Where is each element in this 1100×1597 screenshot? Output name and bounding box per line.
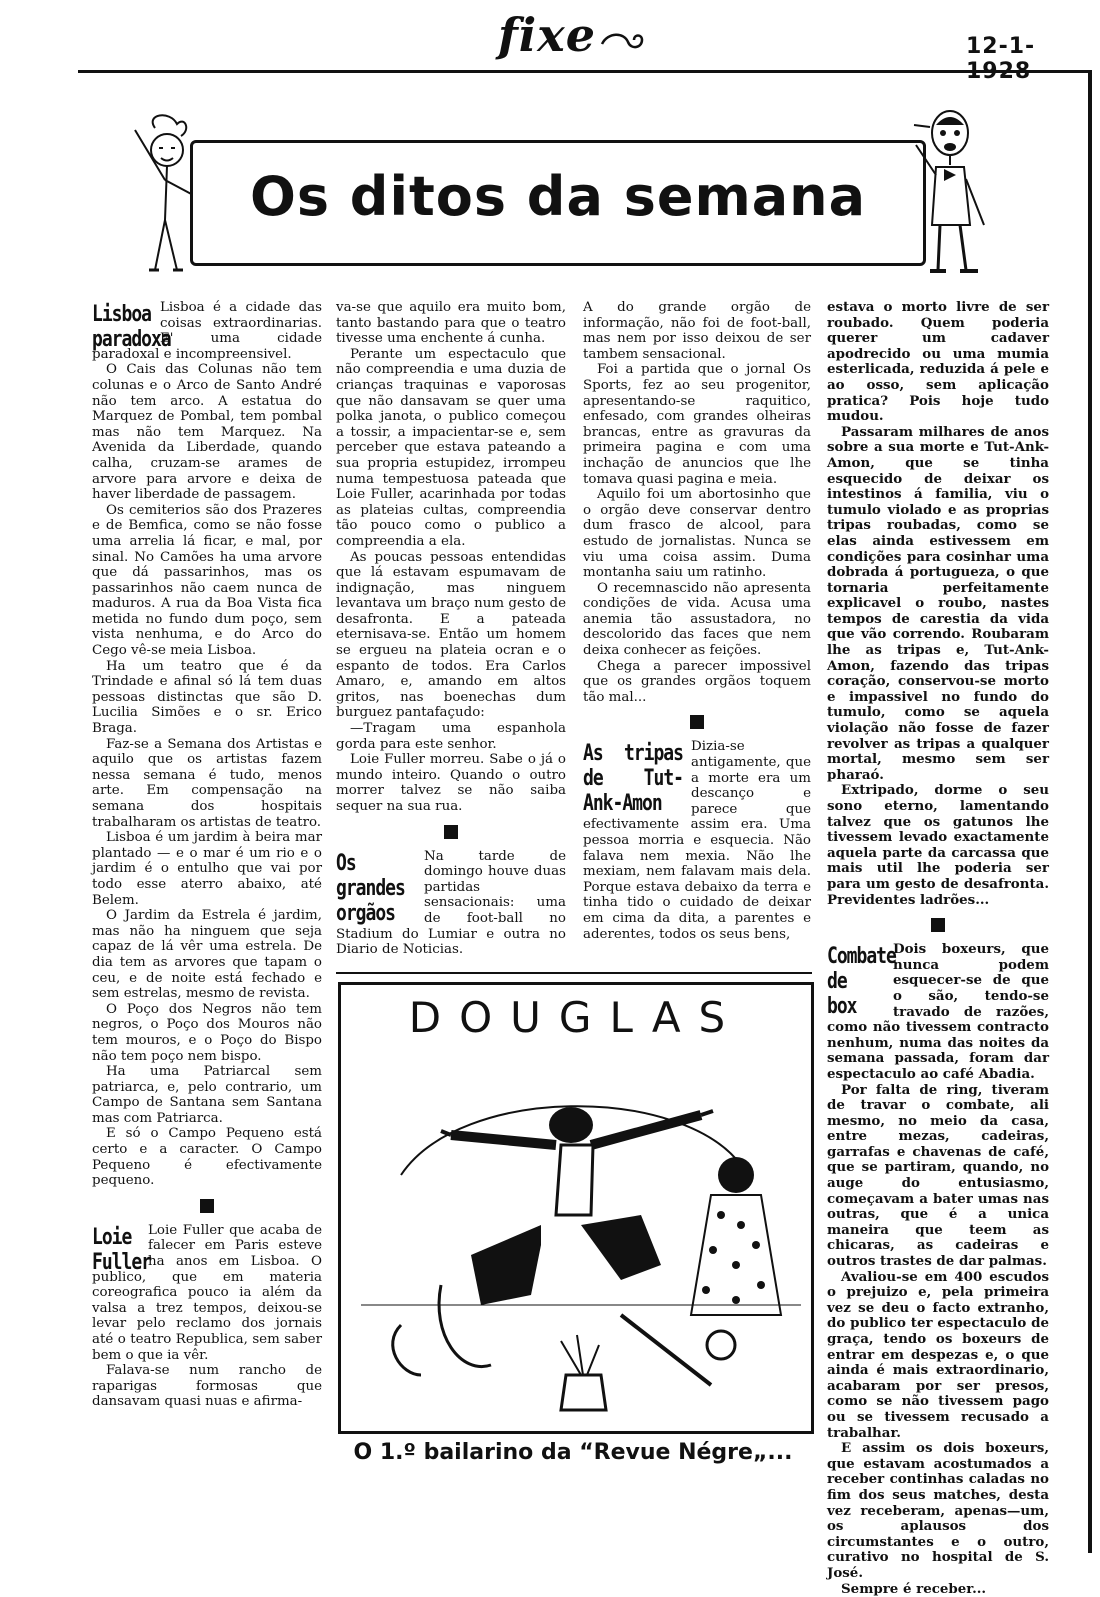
section-separator: [200, 1199, 214, 1213]
paragraph: Extripado, dorme o seu sono eterno, lamentando talvez que os gatunos lhe tivessem levado exactamente aquela parte da carcassa que mais util lhe poderia ser para um gesto de desafronta. Previdentes ladrões...: [827, 783, 1049, 908]
paragraph: Ha um teatro que é da Trindade e afinal só lá tem duas pessoas distinctas que são D. Lucilia Simões e o sr. Erico Braga.: [92, 659, 322, 737]
masthead: [0, 0, 1100, 70]
paragraph: Por falta de ring, tiveram de travar o combate, ali mesmo, no meio da casa, entre mezas, cadeiras, garrafas e chavenas de café, que se partiram, quando, no auge do entusiasmo, começavam a bater umas nas outras, que é a unica maneira que teem as chicaras, as cadeiras e outros trastes de dar palmas.: [827, 1083, 1049, 1270]
column-3: [583, 300, 811, 942]
paragraph: E só o Campo Pequeno está certo e a caracter. O Campo Pequeno é efectivamente pequeno.: [92, 1126, 322, 1188]
section-head-os-grandes-orgaos: Os grandes orgãos: [336, 851, 416, 926]
newspaper-logo: fixe: [498, 8, 596, 62]
illustration-title: DOUGLAS: [351, 993, 801, 1042]
paragraph: —Tragam uma espanhola gorda para este senhor.: [336, 721, 566, 752]
section-separator: [931, 918, 945, 932]
paragraph: Foi a partida que o jornal Os Sports, fez ao seu progenitor, apresentando-se raquitico, enfesado, com grandes olheiras brancas, entre as gravuras da primeira pagina e com uma inchação de anuncios que lhe tomava quasi pagina e meia.: [583, 362, 811, 487]
dancer-drawing-icon: [341, 1045, 811, 1425]
paragraph: O Poço dos Negros não tem negros, o Poço dos Mouros não tem mouros, e o Poço do Bispo não tem poço nem bispo.: [92, 1002, 322, 1064]
title-banner: [190, 140, 926, 266]
column-2: [336, 300, 566, 958]
paragraph: Lisboa é um jardim à beira mar plantado — e o mar é um rio e o jardim é o entulho que vai por todo esse aterro abaixo, até Belem.: [92, 830, 322, 908]
paragraph: O Cais das Colunas não tem colunas e o Arco de Santo André não tem arco. A estatua do Marquez de Pombal, tem pombal mas não tem Marquez. Na Avenida da Liberdade, quando calha, cruzam-se arames de arvore para arvore e deixa de haver liberdade de passagem.: [92, 362, 322, 502]
section-head-combate-de-box: Combate de box: [827, 944, 885, 1019]
paragraph: O Jardim da Estrela é jardim, mas não ha ninguem que seja capaz de lá vêr uma estrela. De dia tem as arvores que tapam o ceu, e de noite está fechado e sem estrelas, mesmo de revista.: [92, 908, 322, 1002]
paragraph: E assim os dois boxeurs, que estavam acostumados a receber continhas caladas no fim dos seus matches, desta vez receberam, apenas—um, os aplausos dos circumstantes e o outro, curativo no hospital de S. José.: [827, 1441, 1049, 1581]
paragraph: Falava-se num rancho de raparigas formosas que dansavam quasi nuas e afirma-: [92, 1363, 322, 1410]
issue-date: 12-1-1928: [966, 34, 1100, 84]
paragraph: Lisboa é a cidade das coisas extraordinarias. E' uma cidade paradoxal e incompreensivel.: [92, 300, 322, 362]
paragraph: As poucas pessoas entendidas que lá estavam espumavam de indignação, mas ninguem levantava um braço num gesto de desafronta. E a pateada eternisava-se. Então um homem se ergueu na plateia ocran e o espanto de todos. Era Carlos Amaro, e, amando em altos gritos, nas boenechas dum burguez pantafaçudo:: [336, 550, 566, 722]
paragraph: Dois boxeurs, que nunca podem esquecer-se de que o são, tendo-se travado de razões, como não tivessem contracto nenhum, numa das noites da semana passada, foram dar espectaculo ao café Abadia.: [827, 941, 1049, 1082]
paragraph: Loie Fuller morreu. Sabe o já o mundo inteiro. Quando o outro morrer talvez se não saiba sequer na sua rua.: [336, 752, 566, 814]
paragraph: estava o morto livre de ser roubado. Quem poderia querer um cadaver apodrecido ou uma mumia esterlicada, reduzida á pele e ao osso, sem aplicação pratica? Pois hoje tudo mudou.: [827, 300, 1049, 425]
banner-title: Os ditos da semana: [193, 165, 923, 228]
paragraph: va-se que aquilo era muito bom, tanto bastando para que o teatro tivesse uma enchente á cunha.: [336, 300, 566, 347]
paragraph: O recemnascido não apresenta condições de vida. Acusa uma anemia tão assustadora, no descolorido das faces que nem deixa conhecer as feições.: [583, 581, 811, 659]
column-rule: [336, 972, 812, 974]
logo-swirl-icon: [598, 30, 648, 54]
paragraph: Sempre é receber...: [827, 1582, 1049, 1597]
paragraph: Aquilo foi um abortosinho que o orgão deve conservar dentro dum frasco de alcool, para estudo de jornalistas. Nunca se viu uma coisa assim. Duma montanha saiu um ratinho.: [583, 487, 811, 581]
paragraph: Chega a parecer impossivel que os grandes orgãos toquem tão mal...: [583, 659, 811, 706]
paragraph: Perante um espectaculo que não compreendia e uma duzia de crianças traquinas e vaporosas que não dansavam se quer uma polka janota, o publico começou a tossir, a impacientar-se e, sem perceber que estava pateando a sua propria estupidez, irrompeu numa tempestuosa pateada que Loie Fuller, acarinhada por todas as plateias cultas, compreendia tão pouco como o publico a compreendia a ela.: [336, 347, 566, 550]
caricature-right-icon: [910, 105, 1000, 280]
paragraph: Dizia-se antigamente, que a morte era um descanço e parece que efectivamente assim era. Uma pessoa morria e esquecia. Não falava nem mexia. Não lhe mexiam, nem falavam mais dela. Porque estava debaixo da terra e tinha tido o cuidado de deixar em cima da dita, a parentes e aderentes, todos os seus bens,: [583, 739, 811, 941]
paragraph: Faz-se a Semana dos Artistas e aquilo que os artistas fazem nessa semana é tudo, menos arte. Em compensação na semana dos hospitais trabalharam os artistas de teatro.: [92, 737, 322, 831]
section-separator: [690, 715, 704, 729]
section-head-tut-ank-amon: As tripas de Tut-Ank-Amon: [583, 741, 683, 816]
section-separator: [444, 825, 458, 839]
illustration-caption: O 1.º bailarino da “Revue Négre„...: [338, 1440, 808, 1465]
column-1: [92, 300, 322, 1410]
section-head-loie-fuller: Loie Fuller: [92, 1225, 140, 1275]
paragraph: Ha uma Patriarcal sem patriarca, e, pelo contrario, um Campo de Santana sem Santana mas com Patriarca.: [92, 1064, 322, 1126]
section-head-lisboa-paradoxal: Lisboa paradoxa: [92, 302, 152, 352]
paragraph: Os cemiterios são dos Prazeres e de Bemfica, como se não fosse uma arrelia lá ficar, e mal, por sinal. No Camões ha uma arvore que dá passarinhos, mas os passarinhos não caem nunca de maduros. A rua da Boa Vista fica metida no fundo dum poço, sem vista nenhuma, e do Arco do Cego vê-se meia Lisboa.: [92, 503, 322, 659]
paragraph: Passaram milhares de anos sobre a sua morte e Tut-Ank-Amon, que se tinha esquecido de deixar os intestinos á familia, viu o tumulo violado e as proprias tripas roubadas, como se elas ainda estivessem em condições para cosinhar uma dobrada á portugueza, o que tornaria perfeitamente explicavel o roubo, nastes tempos de carestia da vida que vão correndo. Roubaram lhe as tripas e, Tut-Ank-Amon, fazendo das tripas coração, conservou-se morto e impassivel no fundo do tumulo, como se aquela violação não fosse de fazer revolver as tripas a qualquer mortal, mesmo sem ser pharaó.: [827, 425, 1049, 784]
douglas-illustration: [338, 982, 814, 1434]
paragraph: Loie Fuller que acaba de falecer em Paris esteve ha anos em Lisboa. O publico, que em materia coreografica pouco ia além da valsa a trez tempos, deixou-se levar pelo reclamo dos jornais até o teatro Republica, sem saber bem o que ia vêr.: [92, 1223, 322, 1363]
paragraph: A do grande orgão de informação, não foi de foot-ball, mas nem por isso deixou de ser tambem sensacional.: [583, 300, 811, 362]
column-4: [827, 300, 1049, 1597]
paragraph: Na tarde de domingo houve duas partidas sensacionais: uma de foot-ball no Stadium do Lumiar e outra no Diario de Noticias.: [336, 849, 566, 958]
paragraph: Avaliou-se em 400 escudos o prejuizo e, pela primeira vez se deu o facto extranho, do publico ter espectaculo de graça, tendo os boxeurs de entrar em despezas e, o que ainda é mais extraordinario, acabaram por ser presos, como se não tivessem pago ou se tivessem recusado a trabalhar.: [827, 1270, 1049, 1442]
